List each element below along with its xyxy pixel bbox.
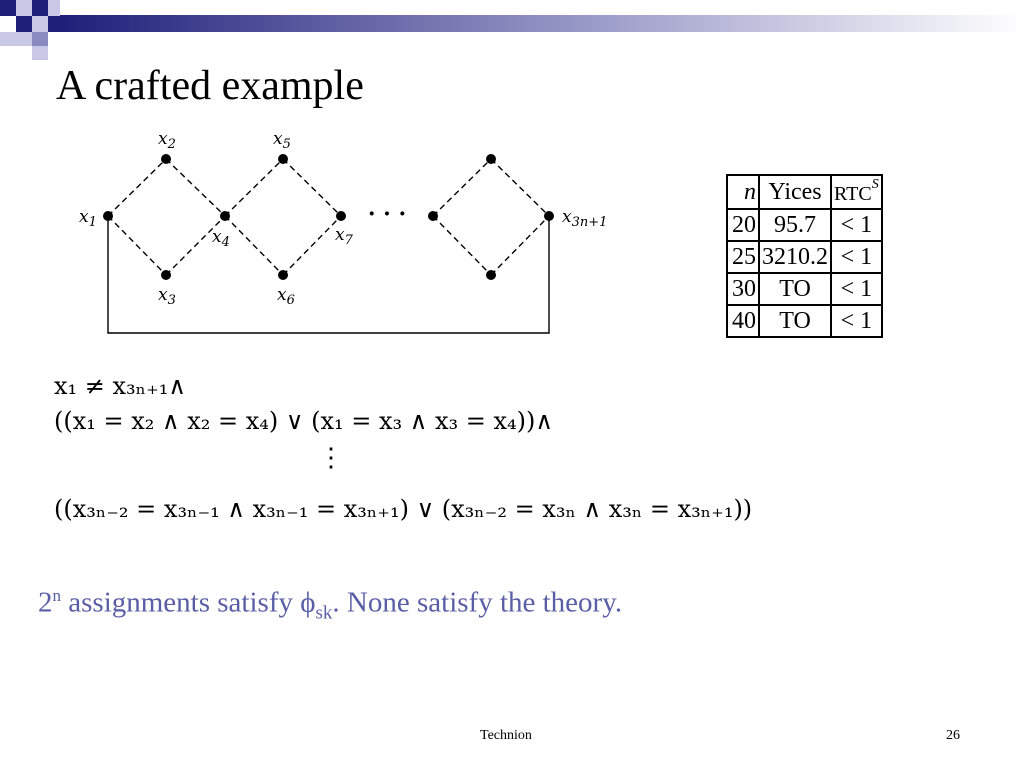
node-x6 <box>278 270 288 280</box>
node-x3n1 <box>544 211 554 221</box>
table-row <box>727 209 882 241</box>
node-x5 <box>278 154 288 164</box>
title-bar-decoration <box>0 0 1024 62</box>
table-row <box>727 241 882 273</box>
cell-n: 30 <box>727 273 759 305</box>
node-c <box>486 270 496 280</box>
cell-yices: 3210.2 <box>759 241 831 273</box>
formula-line-1: x₁ ≠ x₃ₙ₊₁∧ <box>54 372 186 400</box>
formula-line-2: ((x₁ = x₂ ∧ x₂ = x₄) ∨ (x₁ = x₃ ∧ x₃ = x₄))∧ <box>54 407 553 435</box>
caption-text: 2$^n$ assignments satisfy $\phi_{sk}$. None satisfy the theory. <box>38 586 623 624</box>
cell-yices: 95.7 <box>759 209 831 241</box>
footer-center: Technion <box>480 728 532 743</box>
node-a <box>428 211 438 221</box>
cell-rtcs: < 1 <box>831 209 882 241</box>
graph-ellipsis: · · · <box>367 201 407 227</box>
wrap-edge <box>108 216 549 333</box>
cell-rtcs: < 1 <box>831 241 882 273</box>
formula-vdots: ⋮ <box>318 443 344 473</box>
label-x4: $x_4$ <box>212 227 230 250</box>
cell-n: 20 <box>727 209 759 241</box>
cell-rtcs: < 1 <box>831 273 882 305</box>
table-row <box>727 273 882 305</box>
label-x3: $x_3$ <box>158 285 176 308</box>
label-x5: $x_5$ <box>273 129 291 152</box>
node-x7 <box>336 211 346 221</box>
label-x1: $x_1$ <box>79 207 97 230</box>
cell-rtcs: < 1 <box>831 305 882 337</box>
col-header-rtcs: $RTC^S$ <box>831 175 882 209</box>
node-x1 <box>103 211 113 221</box>
results-table <box>726 174 883 338</box>
cell-yices: TO <box>759 305 831 337</box>
page-number: 26 <box>946 728 960 743</box>
cell-yices: TO <box>759 273 831 305</box>
table-header-row <box>727 175 882 209</box>
cell-n: 25 <box>727 241 759 273</box>
node-x4 <box>220 211 230 221</box>
col-header-n: n <box>727 175 759 209</box>
slide-title: A crafted example <box>56 63 364 109</box>
node-b <box>486 154 496 164</box>
table-row <box>727 305 882 337</box>
label-x3n1: $x_{3n+1}$ <box>562 207 608 230</box>
formula-line-3: ((x₃ₙ₋₂ = x₃ₙ₋₁ ∧ x₃ₙ₋₁ = x₃ₙ₊₁) ∨ (x₃ₙ₋₂ = x₃ₙ ∧ x₃ₙ = x₃ₙ₊₁)) <box>54 495 753 523</box>
label-x7: $x_7$ <box>335 225 353 248</box>
cell-n: 40 <box>727 305 759 337</box>
label-x6: $x_6$ <box>277 285 295 308</box>
label-x2: $x_2$ <box>158 129 176 152</box>
node-x2 <box>161 154 171 164</box>
diamond-graph-diagram <box>60 125 630 340</box>
col-header-yices: Yices <box>759 175 831 209</box>
node-x3 <box>161 270 171 280</box>
